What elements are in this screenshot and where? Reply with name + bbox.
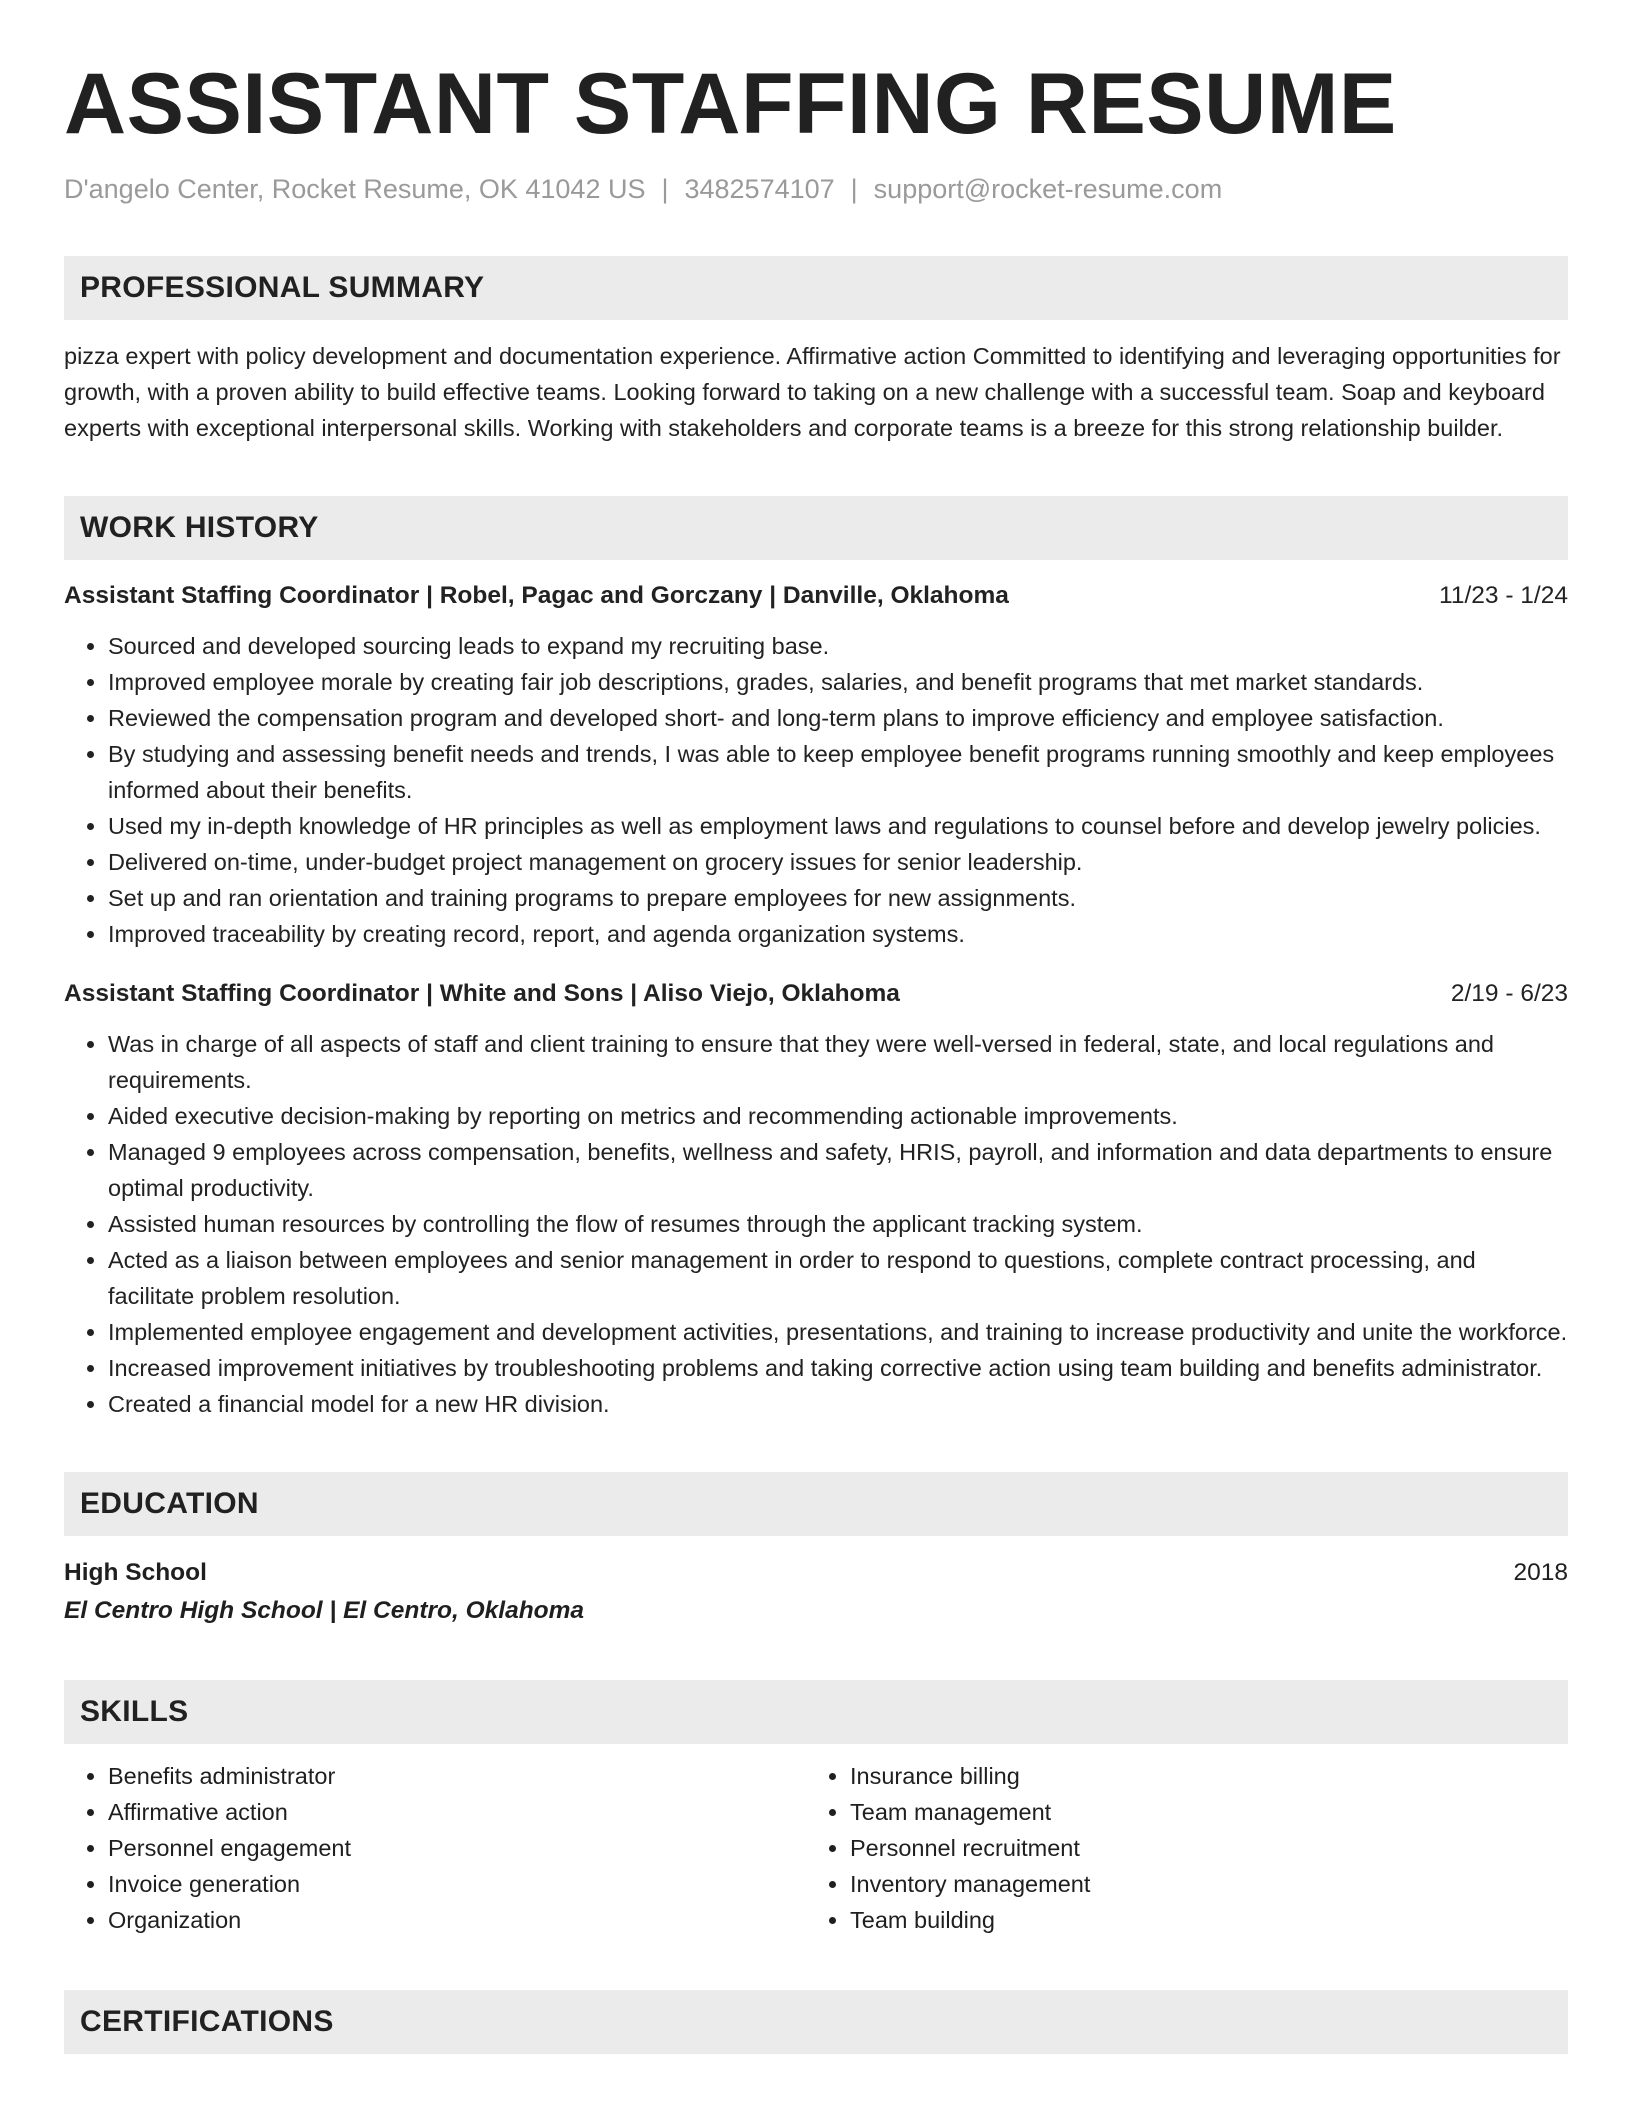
list-item: • Aided executive decision-making by reporting on metrics and recommending actionable improvements. [108, 1098, 1568, 1134]
skill-item: • Team management [850, 1794, 1548, 1830]
job-dates: 11/23 - 1/24 [1439, 582, 1568, 609]
list-item: • Acted as a liaison between employees and senior management in order to respond to questions, complete contract processing, and facilitate problem resolution. [108, 1242, 1568, 1314]
list-item: • Used my in-depth knowledge of HR principles as well as employment laws and regulations to counsel before and develop jewelry policies. [108, 808, 1568, 844]
section-title: WORK HISTORY [80, 511, 319, 544]
section-header-certifications [64, 1990, 1568, 2054]
section-title: CERTIFICATIONS [80, 2005, 334, 2038]
skill-item: • Invoice generation [108, 1866, 806, 1902]
skills-column-left [64, 1758, 806, 1938]
section-header-education [64, 1472, 1568, 1536]
contact-email: support@rocket-resume.com [873, 174, 1223, 204]
section-title: SKILLS [80, 1695, 189, 1728]
contact-address: D'angelo Center, Rocket Resume, OK 41042 US [64, 174, 646, 204]
section-header-skills [64, 1680, 1568, 1744]
summary-text: pizza expert with policy development and documentation experience. Affirmative action Committed to identifying and leveraging opportunities for growth, with a proven ability to build effective teams. Looking forward to taking on a new challenge with a successful team. Soap and keyboard experts with exceptional interpersonal skills. Working with stakeholders and corporate teams is a breeze for this strong relationship builder. [64, 343, 1561, 441]
list-item: • Sourced and developed sourcing leads to expand my recruiting base. [108, 628, 1568, 664]
list-item: • Managed 9 employees across compensation, benefits, wellness and safety, HRIS, payroll, and information and data departments to ensure optimal productivity. [108, 1134, 1568, 1206]
list-item: • Improved traceability by creating record, report, and agenda organization systems. [108, 916, 1568, 952]
education-header [64, 1554, 1568, 1592]
skill-item: • Insurance billing [850, 1758, 1548, 1794]
skills-list [64, 1758, 1568, 1938]
skills-column-right [806, 1758, 1548, 1938]
job-header [64, 976, 1568, 1012]
skill-item: • Inventory management [850, 1866, 1548, 1902]
skill-item: • Personnel recruitment [850, 1830, 1548, 1866]
section-title: PROFESSIONAL SUMMARY [80, 271, 485, 304]
list-item: • Was in charge of all aspects of staff and client training to ensure that they were well-versed in federal, state, and local regulations and requirements. [108, 1026, 1568, 1098]
job-entry [64, 578, 1568, 952]
job-entry [64, 976, 1568, 1422]
list-item: • Implemented employee engagement and development activities, presentations, and training to increase productivity and unite the workforce. [108, 1314, 1568, 1350]
skill-item: • Organization [108, 1902, 806, 1938]
resume-title: ASSISTANT STAFFING RESUME [64, 56, 1397, 152]
skill-item: • Personnel engagement [108, 1830, 806, 1866]
education-year: 2018 [1513, 1559, 1568, 1586]
list-item: • Improved employee morale by creating fair job descriptions, grades, salaries, and benefit programs that met market standards. [108, 664, 1568, 700]
contact-line [64, 172, 1568, 206]
skill-item: • Team building [850, 1902, 1548, 1938]
contact-separator: | [661, 174, 669, 204]
job-bullets [64, 628, 1568, 952]
section-title: EDUCATION [80, 1487, 259, 1520]
section-header-summary [64, 256, 1568, 320]
job-header [64, 578, 1568, 614]
list-item: • Set up and ran orientation and training programs to prepare employees for new assignments. [108, 880, 1568, 916]
section-header-work-history [64, 496, 1568, 560]
education-school: El Centro High School | El Centro, Oklahoma [64, 1597, 585, 1624]
list-item: • Delivered on-time, under-budget project management on grocery issues for senior leadership. [108, 844, 1568, 880]
list-item: • Created a financial model for a new HR division. [108, 1386, 1568, 1422]
job-dates: 2/19 - 6/23 [1450, 980, 1568, 1007]
list-item: • By studying and assessing benefit needs and trends, I was able to keep employee benefit programs running smoothly and keep employees informed about their benefits. [108, 736, 1568, 808]
contact-phone: 3482574107 [684, 174, 835, 204]
resume-page [64, 0, 1568, 2054]
job-bullets [64, 1026, 1568, 1422]
skill-item: • Affirmative action [108, 1794, 806, 1830]
list-item: • Assisted human resources by controlling the flow of resumes through the applicant tracking system. [108, 1206, 1568, 1242]
job-title: Assistant Staffing Coordinator | White and Sons | Aliso Viejo, Oklahoma [64, 980, 900, 1007]
contact-separator: | [850, 174, 858, 204]
skill-item: • Benefits administrator [108, 1758, 806, 1794]
list-item: • Reviewed the compensation program and developed short- and long-term plans to improve efficiency and employee satisfaction. [108, 700, 1568, 736]
list-item: • Increased improvement initiatives by troubleshooting problems and taking corrective action using team building and benefits administrator. [108, 1350, 1568, 1386]
education-degree: High School [64, 1559, 207, 1586]
job-title: Assistant Staffing Coordinator | Robel, Pagac and Gorczany | Danville, Oklahoma [64, 582, 1009, 609]
